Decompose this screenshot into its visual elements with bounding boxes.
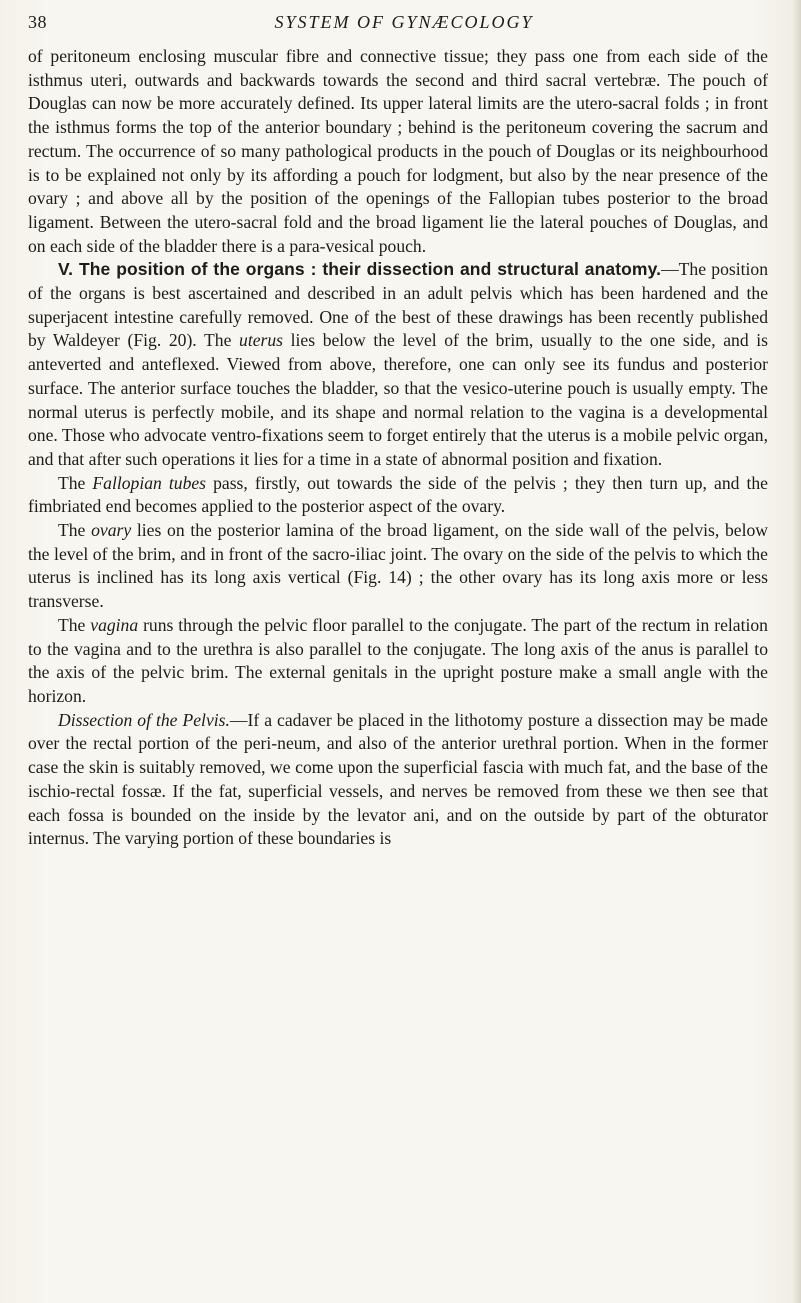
text-run: —If a cadaver be placed in the lithotomy posture a dissection may be made over the rectal portion of the peri-neum, and also of the anterior urethral portion. When in the former case the skin is suitably removed, we come upon the superficial fascia with much fat, and the base of the ischio-rectal fossæ. If the fat, superficial vessels, and nerves be removed from these we then see that each fossa is bounded on the inside by the levator ani, and on the outside by part of the obturator internus. The varying portion of these boundaries is — [28, 709, 768, 849]
text-run: lies below the level of the brim, usually to the one side, and is anteverted and anteflexed. Viewed from above, therefore, one can only see its fundus and posterior surface. The anterior surface touches the bladder, so that the vesico-uterine pouch is usually empty. The normal uterus is perfectly mobile, and its shape and normal relation to the vagina is a developmental one. Those who advocate ventro-fixations seem to forget entirely that the uterus is a mobile pelvic organ, and that after such operations it lies for a time in a state of abnormal position and fixation. — [28, 330, 768, 469]
paragraph-position-of-organs — [28, 258, 768, 471]
page-edge-shadow — [792, 0, 801, 1303]
text-run: The — [58, 472, 93, 493]
text-run: The — [58, 614, 91, 635]
italic-term-uterus: uterus — [239, 330, 283, 351]
paragraph-peritoneum: of peritoneum enclosing muscular fibre and connective tissue; they pass one from each side of the isthmus uteri, outwards and backwards towards the second and third sacral vertebræ. The pouch of Douglas can now be more accurately defined. Its upper lateral limits are the utero-sacral folds ; in front the isthmus forms the top of the anterior boundary ; behind is the peritoneum covering the sacrum and rectum. The occurrence of so many pathological products in the pouch of Douglas or its neighbourhood is to be explained not only by its affording a pouch for lodgment, but also by the near presence of the ovary ; and above all by the position of the openings of the Fallopian tubes posterior to the broad ligament. Between the utero-sacral fold and the broad ligament lie the lateral pouches of Douglas, and on each side of the bladder there is a para-vesical pouch. — [28, 46, 768, 256]
text-run: —The position of the organs is best ascertained and described in an adult pelvis which has been hardened and the superjacent intestine carefully removed. One of the best of these drawings has been recently published by Waldeyer (Fig. 20). The — [28, 259, 768, 351]
text-run: lies on the posterior lamina of the broad ligament, on the side wall of the pelvis, below the level of the brim, and in front of the sacro-iliac joint. The ovary on the side of the pelvis to which the uterus is inclined has its long axis vertical (Fig. 14) ; the other ovary has its long axis more or less transverse. — [28, 520, 768, 612]
text-run: The — [58, 520, 92, 541]
running-title: SYSTEM OF GYNÆCOLOGY — [274, 12, 534, 32]
paragraph-fallopian-tubes — [28, 472, 768, 519]
paragraph-dissection — [28, 709, 768, 851]
italic-term-fallopian-tubes: Fallopian tubes — [92, 472, 207, 493]
italic-term-vagina: vagina — [90, 614, 139, 635]
page-number: 38 — [28, 12, 47, 32]
paragraph-ovary — [28, 519, 768, 614]
italic-term-ovary: ovary — [91, 520, 132, 541]
text-run: pass, firstly, out towards the side of the pelvis ; they then turn up, and the fimbriated end becomes applied to the posterior aspect of the ovary. — [28, 472, 768, 517]
page-header — [28, 6, 768, 36]
italic-heading-dissection: Dissection of the Pelvis. — [58, 709, 230, 730]
text-run: runs through the pelvic floor parallel to the conjugate. The part of the rectum in relation to the vagina and to the urethra is also parallel to the conjugate. The long axis of the anus is parallel to the axis of the pelvic brim. The external genitals in the upright posture make a small angle with the horizon. — [28, 614, 768, 706]
section-heading: V. The position of the organs : their dissection and structural anatomy. — [58, 259, 662, 280]
paragraph-vagina — [28, 614, 768, 709]
page-body — [28, 45, 768, 851]
